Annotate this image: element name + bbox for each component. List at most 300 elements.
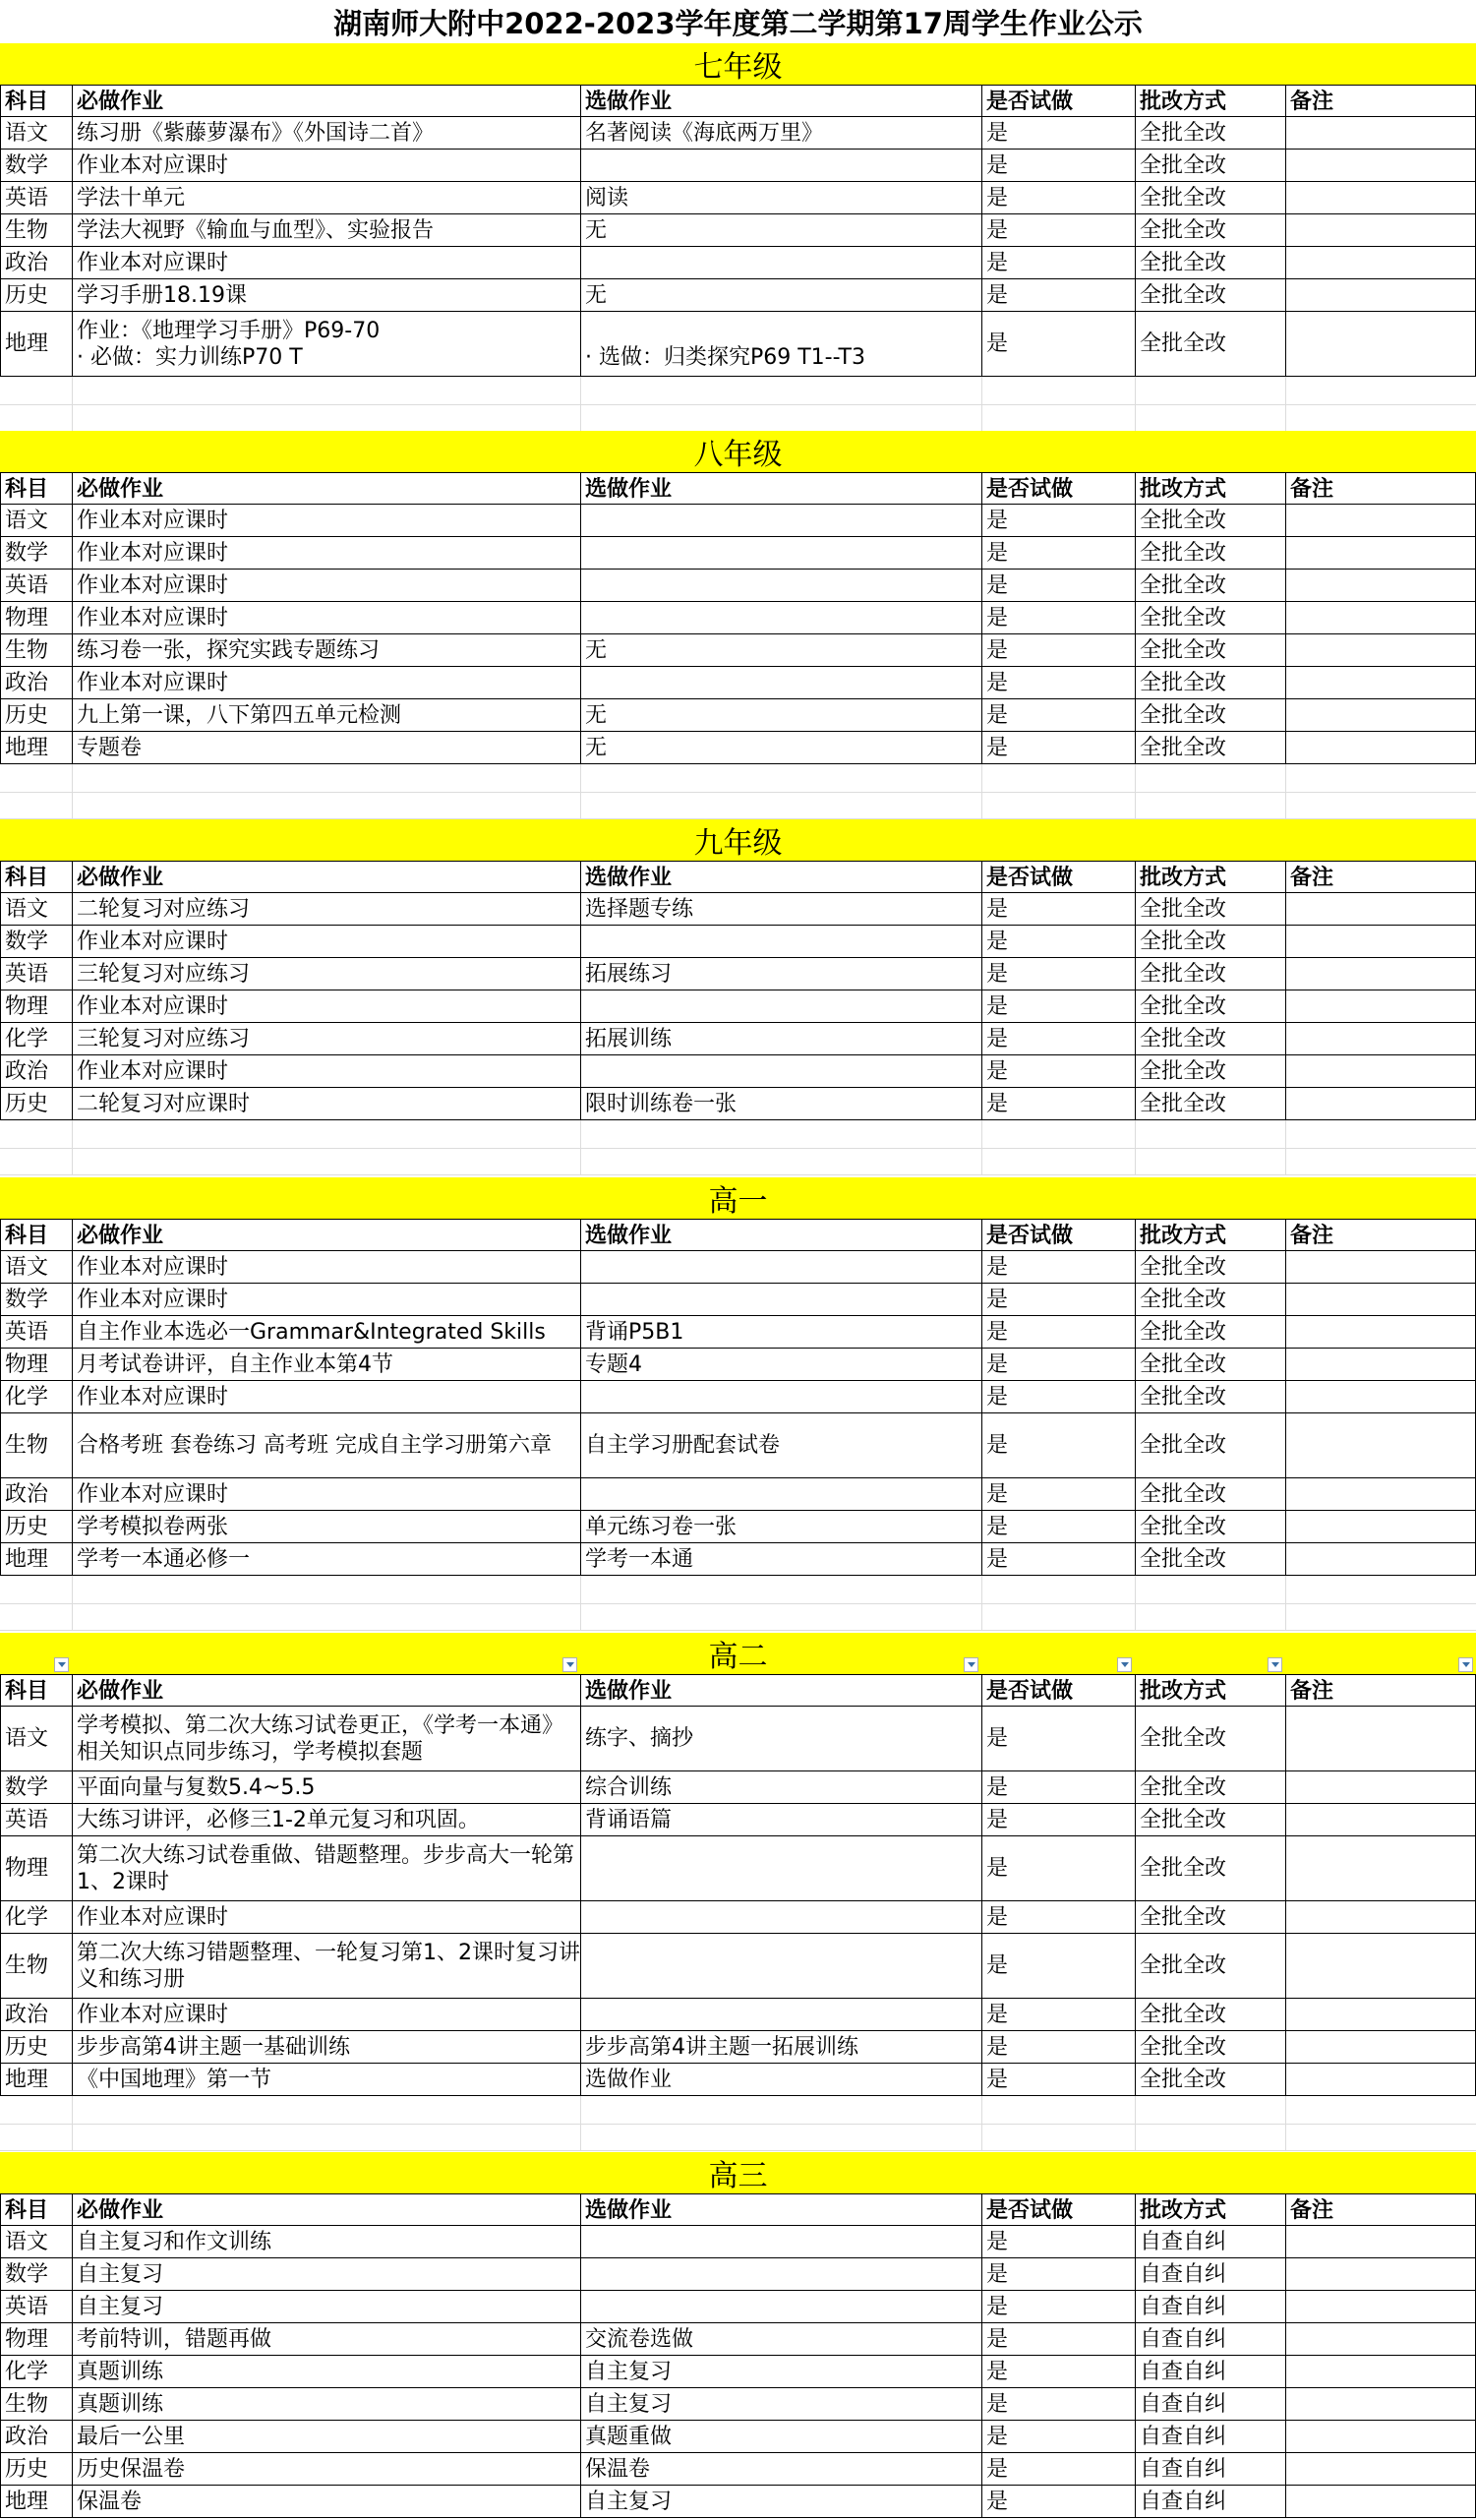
- cell-optional[interactable]: [580, 1284, 982, 1316]
- cell-trial[interactable]: 是: [981, 1511, 1136, 1543]
- cell-grading[interactable]: 全批全改: [1135, 1707, 1286, 1771]
- cell-notes[interactable]: [1285, 1316, 1476, 1349]
- cell-required[interactable]: 学习手册18.19课: [72, 279, 581, 312]
- cell-notes[interactable]: [1285, 1707, 1476, 1771]
- cell-required[interactable]: 学考模拟卷两张: [72, 1511, 581, 1543]
- cell-optional[interactable]: [580, 990, 982, 1023]
- cell-notes[interactable]: [1285, 1511, 1476, 1543]
- cell-subject[interactable]: 政治: [0, 247, 73, 279]
- cell-trial[interactable]: 是: [981, 1381, 1136, 1413]
- cell-grading[interactable]: 全批全改: [1135, 150, 1286, 182]
- cell-notes[interactable]: [1285, 182, 1476, 214]
- filter-dropdown-icon[interactable]: [562, 1657, 577, 1672]
- cell-subject[interactable]: 生物: [0, 1934, 73, 1999]
- cell-trial[interactable]: 是: [981, 182, 1136, 214]
- cell-required[interactable]: 作业本对应课时: [72, 1901, 581, 1934]
- cell-optional[interactable]: 无: [580, 279, 982, 312]
- cell-grading[interactable]: 全批全改: [1135, 893, 1286, 926]
- cell-subject[interactable]: 数学: [0, 537, 73, 570]
- cell-grading[interactable]: 全批全改: [1135, 1413, 1286, 1478]
- cell-optional[interactable]: 拓展训练: [580, 1023, 982, 1055]
- cell-subject[interactable]: 物理: [0, 602, 73, 634]
- cell-notes[interactable]: [1285, 1349, 1476, 1381]
- cell-trial[interactable]: 是: [981, 699, 1136, 732]
- cell-subject[interactable]: 历史: [0, 2453, 73, 2486]
- cell-notes[interactable]: [1285, 1284, 1476, 1316]
- cell-trial[interactable]: 是: [981, 893, 1136, 926]
- cell-required[interactable]: 步步高第4讲主题一基础训练: [72, 2031, 581, 2064]
- cell-grading[interactable]: 全批全改: [1135, 699, 1286, 732]
- cell-notes[interactable]: [1285, 505, 1476, 537]
- cell-subject[interactable]: 数学: [0, 2258, 73, 2291]
- cell-trial[interactable]: 是: [981, 2031, 1136, 2064]
- cell-trial[interactable]: 是: [981, 2064, 1136, 2096]
- cell-optional[interactable]: [580, 150, 982, 182]
- cell-notes[interactable]: [1285, 602, 1476, 634]
- cell-subject[interactable]: 政治: [0, 1999, 73, 2031]
- cell-notes[interactable]: [1285, 117, 1476, 150]
- cell-optional[interactable]: 学考一本通: [580, 1543, 982, 1576]
- cell-subject[interactable]: 语文: [0, 117, 73, 150]
- cell-grading[interactable]: 全批全改: [1135, 667, 1286, 699]
- cell-required[interactable]: 作业本对应课时: [72, 926, 581, 958]
- cell-subject[interactable]: 政治: [0, 1478, 73, 1511]
- cell-trial[interactable]: 是: [981, 214, 1136, 247]
- cell-required[interactable]: 真题训练: [72, 2356, 581, 2388]
- cell-grading[interactable]: 全批全改: [1135, 958, 1286, 990]
- cell-required[interactable]: 练习卷一张，探究实践专题练习: [72, 634, 581, 667]
- cell-grading[interactable]: 全批全改: [1135, 2031, 1286, 2064]
- cell-optional[interactable]: [580, 1836, 982, 1901]
- cell-optional[interactable]: 选做作业: [580, 2064, 982, 2096]
- cell-notes[interactable]: [1285, 1251, 1476, 1284]
- cell-subject[interactable]: 历史: [0, 279, 73, 312]
- cell-required[interactable]: 《中国地理》第一节: [72, 2064, 581, 2096]
- cell-notes[interactable]: [1285, 312, 1476, 377]
- cell-optional[interactable]: 单元练习卷一张: [580, 1511, 982, 1543]
- cell-optional[interactable]: [580, 1478, 982, 1511]
- cell-grading[interactable]: 全批全改: [1135, 634, 1286, 667]
- cell-notes[interactable]: [1285, 990, 1476, 1023]
- cell-required[interactable]: 大练习讲评，必修三1-2单元复习和巩固。: [72, 1804, 581, 1836]
- cell-subject[interactable]: 生物: [0, 1413, 73, 1478]
- cell-optional[interactable]: 无: [580, 699, 982, 732]
- cell-grading[interactable]: 全批全改: [1135, 926, 1286, 958]
- cell-notes[interactable]: [1285, 893, 1476, 926]
- cell-subject[interactable]: 语文: [0, 1251, 73, 1284]
- cell-optional[interactable]: 名著阅读《海底两万里》: [580, 117, 982, 150]
- cell-subject[interactable]: 历史: [0, 2031, 73, 2064]
- cell-trial[interactable]: 是: [981, 1999, 1136, 2031]
- cell-notes[interactable]: [1285, 150, 1476, 182]
- cell-trial[interactable]: 是: [981, 1934, 1136, 1999]
- cell-subject[interactable]: 政治: [0, 667, 73, 699]
- cell-trial[interactable]: 是: [981, 2226, 1136, 2258]
- cell-optional[interactable]: 自主复习: [580, 2388, 982, 2421]
- cell-trial[interactable]: 是: [981, 1251, 1136, 1284]
- cell-optional[interactable]: [580, 537, 982, 570]
- cell-notes[interactable]: [1285, 1804, 1476, 1836]
- cell-trial[interactable]: 是: [981, 926, 1136, 958]
- cell-optional[interactable]: 无: [580, 214, 982, 247]
- cell-trial[interactable]: 是: [981, 1836, 1136, 1901]
- cell-subject[interactable]: 历史: [0, 699, 73, 732]
- cell-optional[interactable]: 自主复习: [580, 2486, 982, 2518]
- cell-grading[interactable]: 全批全改: [1135, 1088, 1286, 1120]
- cell-grading[interactable]: 全批全改: [1135, 990, 1286, 1023]
- cell-trial[interactable]: 是: [981, 2388, 1136, 2421]
- cell-trial[interactable]: 是: [981, 732, 1136, 764]
- cell-grading[interactable]: 全批全改: [1135, 1349, 1286, 1381]
- cell-grading[interactable]: 全批全改: [1135, 312, 1286, 377]
- filter-dropdown-icon[interactable]: [964, 1657, 978, 1672]
- cell-grading[interactable]: 全批全改: [1135, 1381, 1286, 1413]
- cell-required[interactable]: 自主复习: [72, 2291, 581, 2323]
- cell-required[interactable]: 自主作业本选必一Grammar&Integrated Skills: [72, 1316, 581, 1349]
- cell-subject[interactable]: 地理: [0, 732, 73, 764]
- cell-trial[interactable]: 是: [981, 247, 1136, 279]
- cell-grading[interactable]: 自查自纠: [1135, 2323, 1286, 2356]
- cell-trial[interactable]: 是: [981, 1023, 1136, 1055]
- cell-required[interactable]: 保温卷: [72, 2486, 581, 2518]
- cell-subject[interactable]: 英语: [0, 182, 73, 214]
- cell-grading[interactable]: 全批全改: [1135, 1284, 1286, 1316]
- cell-notes[interactable]: [1285, 1088, 1476, 1120]
- cell-subject[interactable]: 政治: [0, 2421, 73, 2453]
- cell-subject[interactable]: 物理: [0, 2323, 73, 2356]
- cell-grading[interactable]: 全批全改: [1135, 117, 1286, 150]
- cell-subject[interactable]: 物理: [0, 1349, 73, 1381]
- cell-trial[interactable]: 是: [981, 2356, 1136, 2388]
- cell-required[interactable]: 三轮复习对应练习: [72, 1023, 581, 1055]
- cell-grading[interactable]: 全批全改: [1135, 1478, 1286, 1511]
- cell-subject[interactable]: 英语: [0, 958, 73, 990]
- cell-subject[interactable]: 语文: [0, 2226, 73, 2258]
- cell-optional[interactable]: 无: [580, 634, 982, 667]
- cell-optional[interactable]: [580, 505, 982, 537]
- cell-optional[interactable]: 真题重做: [580, 2421, 982, 2453]
- cell-subject[interactable]: 化学: [0, 1901, 73, 1934]
- cell-notes[interactable]: [1285, 2226, 1476, 2258]
- cell-subject[interactable]: 语文: [0, 1707, 73, 1771]
- cell-trial[interactable]: 是: [981, 150, 1136, 182]
- cell-required[interactable]: 九上第一课，八下第四五单元检测: [72, 699, 581, 732]
- cell-required[interactable]: 作业本对应课时: [72, 150, 581, 182]
- cell-trial[interactable]: 是: [981, 1316, 1136, 1349]
- cell-optional[interactable]: [580, 1251, 982, 1284]
- cell-notes[interactable]: [1285, 699, 1476, 732]
- filter-dropdown-icon[interactable]: [1458, 1657, 1473, 1672]
- cell-notes[interactable]: [1285, 1023, 1476, 1055]
- cell-optional[interactable]: 拓展练习: [580, 958, 982, 990]
- cell-trial[interactable]: 是: [981, 279, 1136, 312]
- cell-trial[interactable]: 是: [981, 2453, 1136, 2486]
- cell-subject[interactable]: 政治: [0, 1055, 73, 1088]
- cell-subject[interactable]: 地理: [0, 2486, 73, 2518]
- cell-notes[interactable]: [1285, 1836, 1476, 1901]
- filter-dropdown-icon[interactable]: [1117, 1657, 1132, 1672]
- cell-optional[interactable]: 练字、摘抄: [580, 1707, 982, 1771]
- cell-grading[interactable]: 自查自纠: [1135, 2356, 1286, 2388]
- cell-optional[interactable]: 步步高第4讲主题一拓展训练: [580, 2031, 982, 2064]
- cell-notes[interactable]: [1285, 1055, 1476, 1088]
- cell-grading[interactable]: 全批全改: [1135, 1804, 1286, 1836]
- cell-notes[interactable]: [1285, 1901, 1476, 1934]
- filter-dropdown-icon[interactable]: [54, 1657, 69, 1672]
- cell-subject[interactable]: 英语: [0, 1316, 73, 1349]
- cell-optional[interactable]: [580, 570, 982, 602]
- cell-optional[interactable]: 背诵语篇: [580, 1804, 982, 1836]
- cell-required[interactable]: 作业本对应课时: [72, 247, 581, 279]
- cell-grading[interactable]: 自查自纠: [1135, 2291, 1286, 2323]
- cell-grading[interactable]: 全批全改: [1135, 1771, 1286, 1804]
- cell-optional[interactable]: · 选做：归类探究P69 T1--T3: [580, 312, 982, 377]
- cell-notes[interactable]: [1285, 2388, 1476, 2421]
- cell-required[interactable]: 作业本对应课时: [72, 1284, 581, 1316]
- cell-grading[interactable]: 全批全改: [1135, 537, 1286, 570]
- cell-required[interactable]: 学考模拟、第二次大练习试卷更正，《学考一本通》相关知识点同步练习，学考模拟套题: [72, 1707, 581, 1771]
- cell-trial[interactable]: 是: [981, 1901, 1136, 1934]
- cell-grading[interactable]: 全批全改: [1135, 1934, 1286, 1999]
- cell-grading[interactable]: 全批全改: [1135, 1836, 1286, 1901]
- cell-subject[interactable]: 英语: [0, 570, 73, 602]
- cell-grading[interactable]: 自查自纠: [1135, 2421, 1286, 2453]
- cell-notes[interactable]: [1285, 1934, 1476, 1999]
- cell-grading[interactable]: 全批全改: [1135, 247, 1286, 279]
- cell-required[interactable]: 练习册《紫藤萝瀑布》《外国诗二首》: [72, 117, 581, 150]
- cell-grading[interactable]: 全批全改: [1135, 182, 1286, 214]
- cell-subject[interactable]: 化学: [0, 2356, 73, 2388]
- cell-required[interactable]: 第二次大练习试卷重做、错题整理。步步高大一轮第1、2课时: [72, 1836, 581, 1901]
- cell-required[interactable]: 作业本对应课时: [72, 1999, 581, 2031]
- cell-grading[interactable]: 自查自纠: [1135, 2258, 1286, 2291]
- cell-notes[interactable]: [1285, 1543, 1476, 1576]
- cell-grading[interactable]: 全批全改: [1135, 602, 1286, 634]
- cell-grading[interactable]: 自查自纠: [1135, 2453, 1286, 2486]
- cell-grading[interactable]: 自查自纠: [1135, 2486, 1286, 2518]
- cell-trial[interactable]: 是: [981, 990, 1136, 1023]
- cell-subject[interactable]: 数学: [0, 1771, 73, 1804]
- cell-trial[interactable]: 是: [981, 1349, 1136, 1381]
- cell-notes[interactable]: [1285, 279, 1476, 312]
- cell-optional[interactable]: [580, 1999, 982, 2031]
- cell-subject[interactable]: 地理: [0, 2064, 73, 2096]
- filter-dropdown-icon[interactable]: [1268, 1657, 1282, 1672]
- cell-optional[interactable]: [580, 2258, 982, 2291]
- cell-notes[interactable]: [1285, 2453, 1476, 2486]
- cell-required[interactable]: 平面向量与复数5.4~5.5: [72, 1771, 581, 1804]
- cell-notes[interactable]: [1285, 537, 1476, 570]
- cell-trial[interactable]: 是: [981, 2486, 1136, 2518]
- cell-required[interactable]: 作业本对应课时: [72, 1251, 581, 1284]
- cell-notes[interactable]: [1285, 2064, 1476, 2096]
- cell-subject[interactable]: 英语: [0, 2291, 73, 2323]
- cell-notes[interactable]: [1285, 2258, 1476, 2291]
- cell-notes[interactable]: [1285, 2421, 1476, 2453]
- cell-subject[interactable]: 语文: [0, 893, 73, 926]
- cell-grading[interactable]: 全批全改: [1135, 1023, 1286, 1055]
- cell-notes[interactable]: [1285, 247, 1476, 279]
- cell-notes[interactable]: [1285, 2031, 1476, 2064]
- cell-subject[interactable]: 历史: [0, 1511, 73, 1543]
- cell-required[interactable]: 作业本对应课时: [72, 990, 581, 1023]
- cell-required[interactable]: 自主复习和作文训练: [72, 2226, 581, 2258]
- cell-notes[interactable]: [1285, 2486, 1476, 2518]
- cell-notes[interactable]: [1285, 732, 1476, 764]
- cell-grading[interactable]: 自查自纠: [1135, 2226, 1286, 2258]
- cell-notes[interactable]: [1285, 2323, 1476, 2356]
- cell-subject[interactable]: 地理: [0, 312, 73, 377]
- cell-grading[interactable]: 全批全改: [1135, 732, 1286, 764]
- cell-notes[interactable]: [1285, 1381, 1476, 1413]
- cell-grading[interactable]: 全批全改: [1135, 279, 1286, 312]
- cell-notes[interactable]: [1285, 1413, 1476, 1478]
- cell-subject[interactable]: 数学: [0, 1284, 73, 1316]
- cell-required[interactable]: 最后一公里: [72, 2421, 581, 2453]
- cell-notes[interactable]: [1285, 2356, 1476, 2388]
- cell-trial[interactable]: 是: [981, 1707, 1136, 1771]
- cell-trial[interactable]: 是: [981, 667, 1136, 699]
- cell-optional[interactable]: 阅读: [580, 182, 982, 214]
- cell-notes[interactable]: [1285, 667, 1476, 699]
- cell-subject[interactable]: 历史: [0, 1088, 73, 1120]
- cell-notes[interactable]: [1285, 958, 1476, 990]
- cell-subject[interactable]: 物理: [0, 990, 73, 1023]
- cell-trial[interactable]: 是: [981, 2258, 1136, 2291]
- cell-required[interactable]: 作业本对应课时: [72, 1055, 581, 1088]
- cell-notes[interactable]: [1285, 214, 1476, 247]
- cell-trial[interactable]: 是: [981, 312, 1136, 377]
- cell-grading[interactable]: 全批全改: [1135, 1511, 1286, 1543]
- cell-subject[interactable]: 生物: [0, 2388, 73, 2421]
- cell-required[interactable]: 第二次大练习错题整理、一轮复习第1、2课时复习讲义和练习册: [72, 1934, 581, 1999]
- cell-trial[interactable]: 是: [981, 634, 1136, 667]
- cell-optional[interactable]: 限时训练卷一张: [580, 1088, 982, 1120]
- cell-required[interactable]: 学法大视野《输血与血型》、实验报告: [72, 214, 581, 247]
- cell-optional[interactable]: 专题4: [580, 1349, 982, 1381]
- cell-subject[interactable]: 数学: [0, 926, 73, 958]
- cell-notes[interactable]: [1285, 1999, 1476, 2031]
- cell-trial[interactable]: 是: [981, 2323, 1136, 2356]
- cell-grading[interactable]: 全批全改: [1135, 1901, 1286, 1934]
- cell-trial[interactable]: 是: [981, 505, 1136, 537]
- cell-trial[interactable]: 是: [981, 117, 1136, 150]
- cell-trial[interactable]: 是: [981, 1478, 1136, 1511]
- cell-subject[interactable]: 数学: [0, 150, 73, 182]
- cell-optional[interactable]: [580, 1934, 982, 1999]
- cell-optional[interactable]: 交流卷选做: [580, 2323, 982, 2356]
- cell-trial[interactable]: 是: [981, 1771, 1136, 1804]
- cell-required[interactable]: 二轮复习对应课时: [72, 1088, 581, 1120]
- cell-required[interactable]: 作业：《地理学习手册》P69-70 · 必做：实力训练P70 T: [72, 312, 581, 377]
- cell-optional[interactable]: [580, 602, 982, 634]
- cell-notes[interactable]: [1285, 926, 1476, 958]
- cell-subject[interactable]: 地理: [0, 1543, 73, 1576]
- cell-required[interactable]: 真题训练: [72, 2388, 581, 2421]
- cell-subject[interactable]: 语文: [0, 505, 73, 537]
- cell-notes[interactable]: [1285, 1771, 1476, 1804]
- cell-trial[interactable]: 是: [981, 1543, 1136, 1576]
- cell-required[interactable]: 作业本对应课时: [72, 537, 581, 570]
- cell-optional[interactable]: 综合训练: [580, 1771, 982, 1804]
- cell-notes[interactable]: [1285, 634, 1476, 667]
- cell-optional[interactable]: [580, 2291, 982, 2323]
- cell-subject[interactable]: 物理: [0, 1836, 73, 1901]
- cell-trial[interactable]: 是: [981, 1284, 1136, 1316]
- cell-subject[interactable]: 英语: [0, 1804, 73, 1836]
- cell-optional[interactable]: 自主复习: [580, 2356, 982, 2388]
- cell-optional[interactable]: [580, 247, 982, 279]
- cell-grading[interactable]: 全批全改: [1135, 505, 1286, 537]
- cell-required[interactable]: 二轮复习对应练习: [72, 893, 581, 926]
- cell-required[interactable]: 作业本对应课时: [72, 505, 581, 537]
- cell-required[interactable]: 作业本对应课时: [72, 1381, 581, 1413]
- cell-trial[interactable]: 是: [981, 1088, 1136, 1120]
- cell-required[interactable]: 三轮复习对应练习: [72, 958, 581, 990]
- cell-optional[interactable]: [580, 2226, 982, 2258]
- cell-notes[interactable]: [1285, 570, 1476, 602]
- cell-subject[interactable]: 生物: [0, 214, 73, 247]
- cell-optional[interactable]: 无: [580, 732, 982, 764]
- cell-grading[interactable]: 全批全改: [1135, 2064, 1286, 2096]
- cell-trial[interactable]: 是: [981, 1804, 1136, 1836]
- cell-grading[interactable]: 自查自纠: [1135, 2388, 1286, 2421]
- cell-grading[interactable]: 全批全改: [1135, 1055, 1286, 1088]
- cell-required[interactable]: 合格考班 套卷练习 高考班 完成自主学习册第六章: [72, 1413, 581, 1478]
- cell-required[interactable]: 月考试卷讲评，自主作业本第4节: [72, 1349, 581, 1381]
- cell-trial[interactable]: 是: [981, 2291, 1136, 2323]
- cell-optional[interactable]: 保温卷: [580, 2453, 982, 2486]
- cell-optional[interactable]: [580, 926, 982, 958]
- cell-required[interactable]: 学法十单元: [72, 182, 581, 214]
- cell-grading[interactable]: 全批全改: [1135, 214, 1286, 247]
- cell-required[interactable]: 专题卷: [72, 732, 581, 764]
- cell-optional[interactable]: [580, 1901, 982, 1934]
- cell-required[interactable]: 作业本对应课时: [72, 1478, 581, 1511]
- cell-required[interactable]: 作业本对应课时: [72, 602, 581, 634]
- cell-required[interactable]: 自主复习: [72, 2258, 581, 2291]
- cell-grading[interactable]: 全批全改: [1135, 1251, 1286, 1284]
- cell-trial[interactable]: 是: [981, 602, 1136, 634]
- cell-required[interactable]: 历史保温卷: [72, 2453, 581, 2486]
- cell-trial[interactable]: 是: [981, 570, 1136, 602]
- cell-trial[interactable]: 是: [981, 1413, 1136, 1478]
- cell-grading[interactable]: 全批全改: [1135, 1316, 1286, 1349]
- cell-optional[interactable]: 背诵P5B1: [580, 1316, 982, 1349]
- cell-grading[interactable]: 全批全改: [1135, 1543, 1286, 1576]
- cell-trial[interactable]: 是: [981, 2421, 1136, 2453]
- cell-optional[interactable]: 选择题专练: [580, 893, 982, 926]
- cell-notes[interactable]: [1285, 1478, 1476, 1511]
- cell-grading[interactable]: 全批全改: [1135, 1999, 1286, 2031]
- cell-grading[interactable]: 全批全改: [1135, 570, 1286, 602]
- cell-trial[interactable]: 是: [981, 537, 1136, 570]
- cell-required[interactable]: 作业本对应课时: [72, 667, 581, 699]
- cell-subject[interactable]: 化学: [0, 1381, 73, 1413]
- cell-trial[interactable]: 是: [981, 1055, 1136, 1088]
- cell-optional[interactable]: [580, 1381, 982, 1413]
- cell-notes[interactable]: [1285, 2291, 1476, 2323]
- cell-optional[interactable]: 自主学习册配套试卷: [580, 1413, 982, 1478]
- cell-required[interactable]: 作业本对应课时: [72, 570, 581, 602]
- cell-subject[interactable]: 化学: [0, 1023, 73, 1055]
- cell-trial[interactable]: 是: [981, 958, 1136, 990]
- cell-required[interactable]: 考前特训，错题再做: [72, 2323, 581, 2356]
- cell-required[interactable]: 学考一本通必修一: [72, 1543, 581, 1576]
- cell-optional[interactable]: [580, 1055, 982, 1088]
- cell-subject[interactable]: 生物: [0, 634, 73, 667]
- cell-optional[interactable]: [580, 667, 982, 699]
